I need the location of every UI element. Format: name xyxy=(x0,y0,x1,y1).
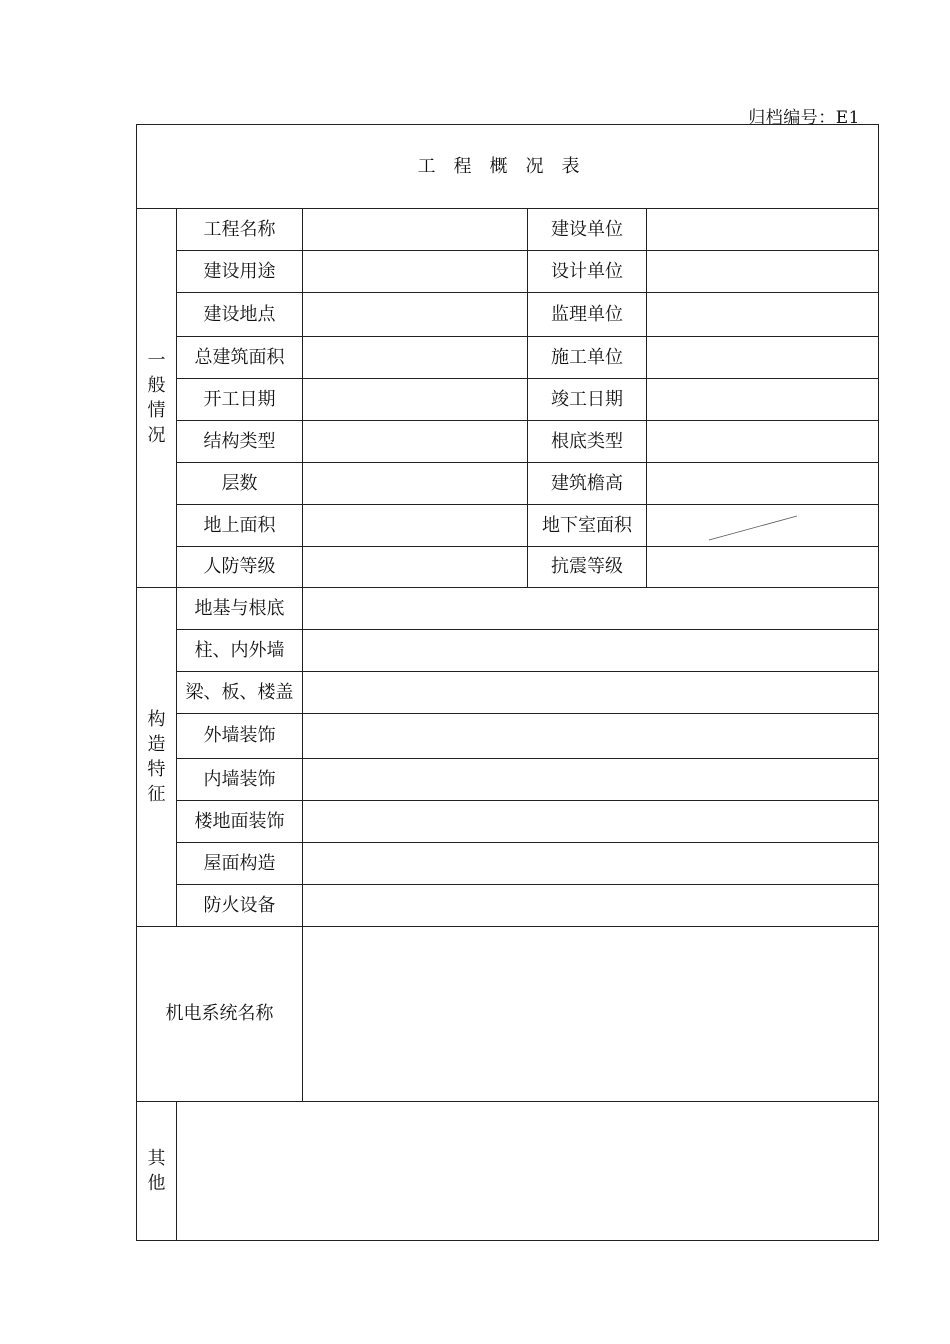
civil-defense-level-field[interactable] xyxy=(303,547,528,588)
other-label xyxy=(137,1102,177,1241)
basement-area-label: 地下室面积 xyxy=(528,505,647,547)
beams-slabs-field[interactable] xyxy=(303,672,879,714)
seismic-grade-field[interactable] xyxy=(647,547,879,588)
design-unit-label: 设计单位 xyxy=(528,251,647,293)
total-floor-area-label: 总建筑面积 xyxy=(177,337,303,379)
beams-slabs-label: 梁、板、楼盖 xyxy=(177,672,303,714)
building-location-label: 建设地点 xyxy=(177,293,303,337)
eave-height-field[interactable] xyxy=(647,463,879,505)
supervision-unit-field[interactable] xyxy=(647,293,879,337)
supervision-unit-label: 监理单位 xyxy=(528,293,647,337)
mep-system-label: 机电系统名称 xyxy=(137,927,303,1102)
floor-finish-label: 楼地面装饰 xyxy=(177,801,303,843)
foundation-field[interactable] xyxy=(303,588,879,630)
construction-unit-field[interactable] xyxy=(647,337,879,379)
project-overview-table xyxy=(136,124,879,1241)
start-date-label: 开工日期 xyxy=(177,379,303,421)
project-name-label: 工程名称 xyxy=(177,209,303,251)
construction-unit-label: 施工单位 xyxy=(528,337,647,379)
project-name-field[interactable] xyxy=(303,209,528,251)
floor-count-label: 层数 xyxy=(177,463,303,505)
other-label-text: 其他 xyxy=(147,1147,166,1194)
structure-section-label xyxy=(137,588,177,927)
eave-height-label: 建筑檐高 xyxy=(528,463,647,505)
developer-field[interactable] xyxy=(647,209,879,251)
interior-finish-field[interactable] xyxy=(303,759,879,801)
design-unit-field[interactable] xyxy=(647,251,879,293)
general-section-text: 一般情况 xyxy=(147,349,166,447)
floor-finish-field[interactable] xyxy=(303,801,879,843)
general-section-label xyxy=(137,209,177,588)
mep-system-field[interactable] xyxy=(303,927,879,1102)
columns-walls-field[interactable] xyxy=(303,630,879,672)
floor-count-field[interactable] xyxy=(303,463,528,505)
seismic-grade-label: 抗震等级 xyxy=(528,547,647,588)
above-ground-area-label: 地上面积 xyxy=(177,505,303,547)
foundation-label: 地基与根底 xyxy=(177,588,303,630)
foundation-type-field[interactable] xyxy=(647,421,879,463)
structure-type-field[interactable] xyxy=(303,421,528,463)
other-field[interactable] xyxy=(177,1102,879,1241)
total-floor-area-field[interactable] xyxy=(303,337,528,379)
table-title: 工程概况表 xyxy=(137,125,879,209)
structure-type-label: 结构类型 xyxy=(177,421,303,463)
fire-equipment-label: 防火设备 xyxy=(177,885,303,927)
civil-defense-level-label: 人防等级 xyxy=(177,547,303,588)
building-use-label: 建设用途 xyxy=(177,251,303,293)
completion-date-field[interactable] xyxy=(647,379,879,421)
fire-equipment-field[interactable] xyxy=(303,885,879,927)
roof-structure-label: 屋面构造 xyxy=(177,843,303,885)
basement-area-field[interactable] xyxy=(647,505,879,547)
above-ground-area-field[interactable] xyxy=(303,505,528,547)
start-date-field[interactable] xyxy=(303,379,528,421)
building-location-field[interactable] xyxy=(303,293,528,337)
foundation-type-label: 根底类型 xyxy=(528,421,647,463)
columns-walls-label: 柱、内外墙 xyxy=(177,630,303,672)
interior-finish-label: 内墙装饰 xyxy=(177,759,303,801)
exterior-finish-field[interactable] xyxy=(303,714,879,759)
completion-date-label: 竣工日期 xyxy=(528,379,647,421)
archive-number: 归档编号：E1 xyxy=(748,108,860,128)
exterior-finish-label: 外墙装饰 xyxy=(177,714,303,759)
building-use-field[interactable] xyxy=(303,251,528,293)
structure-section-text: 构造特征 xyxy=(147,708,166,806)
diagonal-stroke xyxy=(707,513,799,543)
roof-structure-field[interactable] xyxy=(303,843,879,885)
developer-label: 建设单位 xyxy=(528,209,647,251)
